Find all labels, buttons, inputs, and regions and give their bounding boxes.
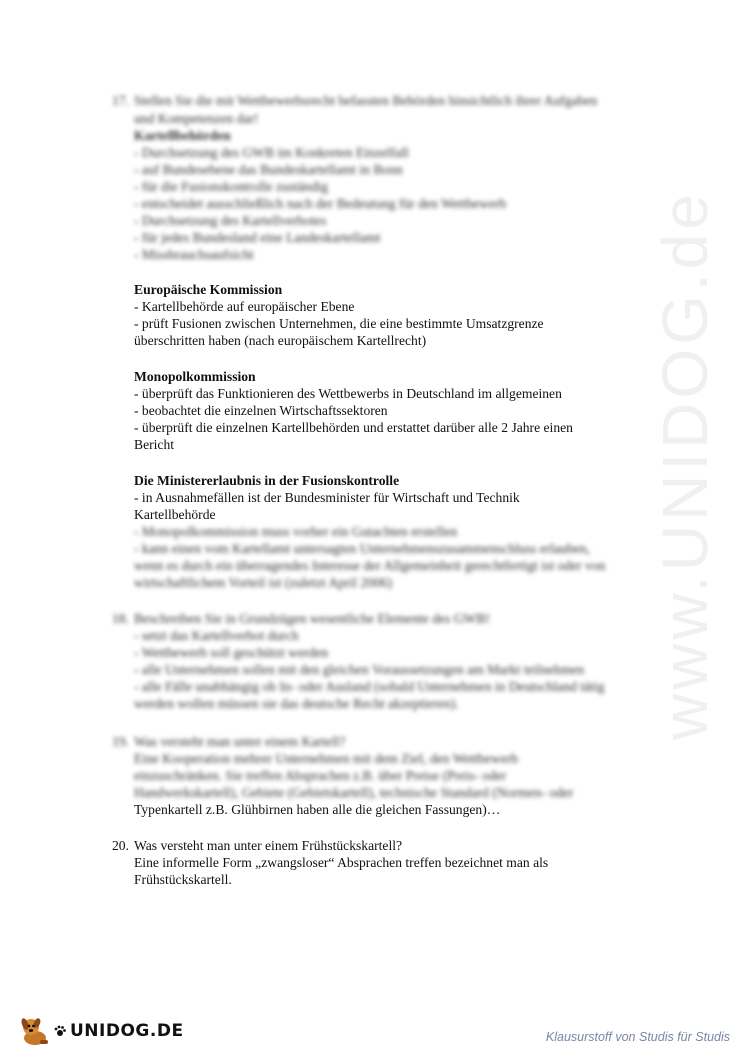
list-item: werden wollen müssen sie das deutsche Recht akzeptieren).: [134, 696, 459, 711]
list-item: - Monopolkommission muss vorher ein Gutachten erstellen: [134, 524, 458, 539]
dog-mascot-icon: [18, 1014, 52, 1048]
list-item: - prüft Fusionen zwischen Unternehmen, die eine bestimmte Umsatzgrenze: [134, 316, 544, 331]
question-number-19: 19.: [112, 734, 129, 749]
list-item: - Kartellbehörde auf europäischer Ebene: [134, 299, 355, 314]
footer-tagline: Klausurstoff von Studis für Studis: [545, 1030, 730, 1044]
list-item: - alle Unternehmen sollen mit den gleichen Voraussetzungen am Markt teilnehmen: [134, 662, 585, 677]
list-item: - alle Fälle unabhängig ob In- oder Ausland (sobald Unternehmen in Deutschland tätig: [134, 679, 605, 694]
question-18-text: Beschreiben Sie in Grundzügen wesentliche Elemente des GWB!: [134, 611, 490, 626]
list-item: - in Ausnahmefällen ist der Bundesminister für Wirtschaft und Technik: [134, 490, 520, 505]
logo-text: UNIDOG.DE: [70, 1021, 184, 1041]
list-item: Kartellbehörde: [134, 507, 216, 522]
list-item: - überprüft die einzelnen Kartellbehörden und erstattet darüber alle 2 Jahre einen: [134, 420, 573, 435]
list-item: wenn es durch ein überragendes Interesse der Allgemeinheit gerechtfertigt ist oder von: [134, 558, 606, 573]
list-item: wirtschaftlichem Vorteil ist (zuletzt April 2006): [134, 575, 393, 590]
paw-icon: [54, 1025, 66, 1037]
list-item: - überprüft das Funktionieren des Wettbewerbs in Deutschland im allgemeinen: [134, 386, 562, 401]
answer-line: Eine informelle Form „zwangsloser“ Absprachen treffen bezeichnet man als: [134, 855, 549, 870]
list-item: überschritten haben (nach europäischem Kartellrecht): [134, 333, 427, 348]
answer-line: Handwerkskartell), Gebiete (Gebietskartell), technische Standard (Normen- oder: [134, 785, 574, 800]
list-item: - Wettbewerb soll geschützt werden: [134, 645, 329, 660]
unidog-logo[interactable]: [18, 1013, 184, 1049]
list-item: - Durchsetzung des GWB im Konkreten Einzelfall: [134, 145, 409, 160]
answer-line: einzuschränken. Sie treffen Absprachen z.B. über Preise (Preis- oder: [134, 768, 507, 783]
answer-line: Eine Kooperation mehrer Unternehmen mit dem Ziel, den Wettbewerb: [134, 751, 519, 766]
question-20-text: Was versteht man unter einem Frühstückskartell?: [134, 838, 403, 853]
list-item: - Missbrauchsaufsicht: [134, 247, 254, 262]
list-item: - entscheidet ausschließlich nach der Bedeutung für den Wettbewerb: [134, 196, 507, 211]
question-17-text: Stellen Sie die mit Wettbewerbsrecht befassten Behörden hinsichtlich ihrer Aufgaben: [134, 93, 598, 108]
list-item: Bericht: [134, 437, 175, 452]
list-item: - setzt das Kartellverbot durch: [134, 628, 299, 643]
question-19-text: Was versteht man unter einem Kartell?: [134, 734, 346, 749]
question-number-17: 17.: [112, 93, 129, 108]
watermark: www.UNIDOG.de: [649, 190, 721, 740]
section-heading-kartellbehoerden: Kartellbehörden: [134, 128, 231, 143]
section-heading-eu-kommission: Europäische Kommission: [134, 282, 283, 297]
list-item: - für die Fusionskontrolle zuständig: [134, 179, 329, 194]
list-item: - kann einen vom Kartellamt untersagten Unternehmenszusammenschluss erlauben,: [134, 541, 591, 556]
list-item: - beobachtet die einzelnen Wirtschaftssektoren: [134, 403, 388, 418]
question-17-text-cont: und Kompetenzen dar!: [134, 111, 259, 126]
question-number-18: 18.: [112, 611, 129, 626]
list-item: - für jedes Bundesland eine Landeskartellamt: [134, 230, 381, 245]
answer-line: Typenkartell z.B. Glühbirnen haben alle die gleichen Fassungen)…: [134, 802, 501, 817]
section-heading-monopolkommission: Monopolkommission: [134, 369, 256, 384]
list-item: - Durchsetzung des Kartellverbotes: [134, 213, 327, 228]
section-heading-ministererlaubnis: Die Ministererlaubnis in der Fusionskontrolle: [134, 473, 400, 488]
answer-line: Frühstückskartell.: [134, 872, 232, 887]
question-number-20: 20.: [112, 838, 129, 853]
list-item: - auf Bundesebene das Bundeskartellamt in Bonn: [134, 162, 403, 177]
